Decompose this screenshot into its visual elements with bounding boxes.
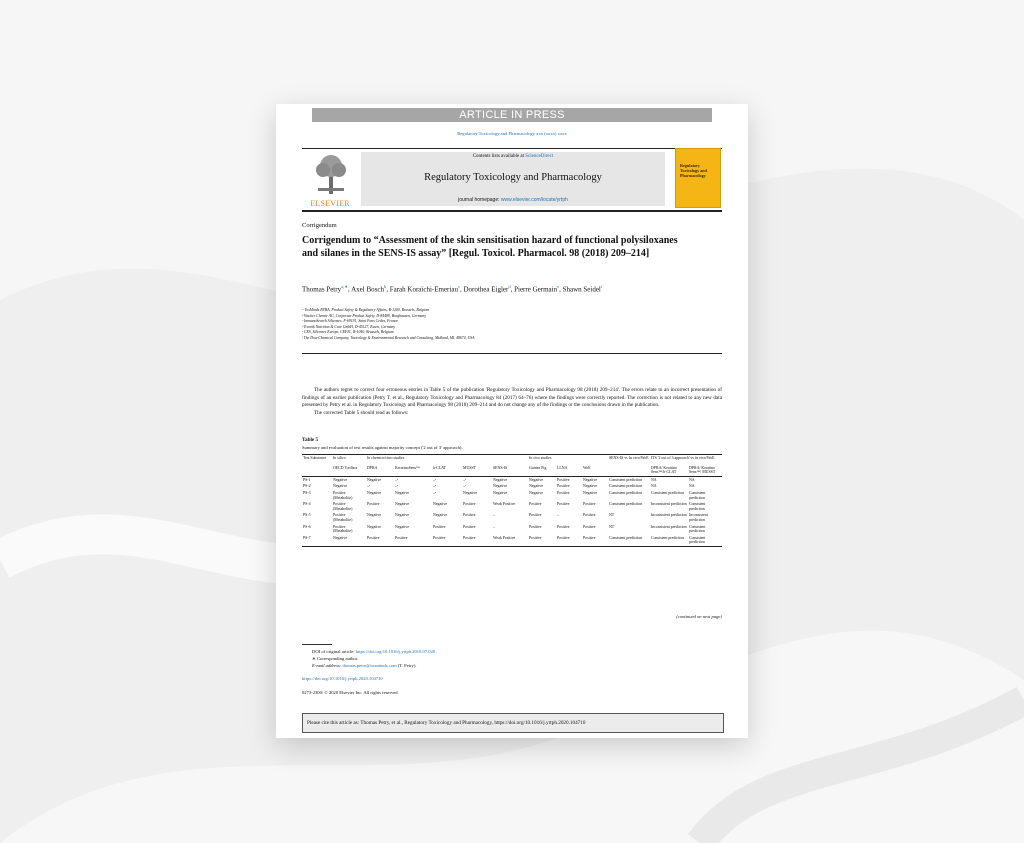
table-cell: Consistent prediction xyxy=(651,490,685,495)
table-cell: Positive xyxy=(556,535,582,547)
column-header xyxy=(302,462,332,477)
table-cell: Inconsistent prediction xyxy=(651,502,687,507)
article-in-press-banner: ARTICLE IN PRESS xyxy=(312,108,712,122)
footnotes: DOI of original article: https://doi.org/10.1016/j.yrtph.2018.07.020 ∗ Corresponding author. E-mail address: thomas.petry@toxminds.com (T. Petry). xyxy=(312,649,436,668)
table-cell: Positive (Metabolite) xyxy=(333,524,353,534)
table-cell: Negative xyxy=(367,524,382,529)
journal-homepage: journal homepage: www.elsevier.com/locate/yrtph xyxy=(458,197,568,203)
group-in-silico: In silico xyxy=(332,455,366,462)
table-cell: Inconsistent prediction xyxy=(651,524,687,529)
table-cell: PS-2 xyxy=(303,484,311,489)
table-cell: NT xyxy=(609,524,615,529)
author-affiliation-marker[interactable]: c xyxy=(457,284,460,289)
group-in-vivo: In vivo studies xyxy=(528,455,608,462)
table-row xyxy=(302,483,722,490)
sciencedirect-link[interactable]: ScienceDirect xyxy=(525,154,554,159)
affiliation: ᵈ Evonik Nutrition & Care GmbH, D-45127, Essen, Germany xyxy=(302,324,396,329)
table-cell: Negative xyxy=(332,535,366,547)
table-cell: Negative xyxy=(395,502,410,507)
table-cell: Consistent prediction xyxy=(689,490,706,500)
table-row xyxy=(302,490,722,501)
header-rule-bottom xyxy=(302,210,722,212)
publisher-name: ELSEVIER xyxy=(310,199,350,208)
table-cell: Positive xyxy=(529,513,542,518)
table-cell: Positive xyxy=(557,502,570,507)
article-section: Corrigendum xyxy=(302,222,337,229)
table-cell: Inconsistent prediction xyxy=(651,513,687,518)
table-cell: Negative xyxy=(395,524,410,529)
table-cell: NA xyxy=(689,484,695,489)
table-cell: Consistent prediction xyxy=(609,490,643,495)
column-header: Guinea Pig xyxy=(528,462,556,477)
table-cell: Positive xyxy=(557,484,570,489)
column-header: WoE xyxy=(582,462,608,477)
table-cell: Positive xyxy=(528,535,556,547)
article-page xyxy=(276,104,748,738)
table-cell: Positive xyxy=(582,535,608,547)
email-link[interactable]: thomas.petry@toxminds.com xyxy=(342,663,397,668)
table-cell: Negative xyxy=(493,484,508,489)
table-cell: Negative xyxy=(529,484,544,489)
affiliations xyxy=(302,308,722,342)
table-row xyxy=(302,512,722,523)
column-header: LLNA xyxy=(556,462,582,477)
body-paragraph: The authors regret to correct four erroneous entries in Table 5 of the publication 'Regulatory Toxicology and Pharmacology 98 (2018) 209–214'. The errors relate to an incorrect presentation of findings of an earlier publication (Petry T. et al., Regulatory Toxicology and Pharmacology 84 (2017) 64–76) where the findings were correctly reported. The correction is not related to any new data presented by Petry et al. in Regulatory Toxicology and Pharmacology 98 (2018) 209–214 and do not change any of the findings or the conclusions drawn in the publication. xyxy=(302,387,722,409)
table-cell: Negative xyxy=(333,477,348,482)
table-cell: Negative xyxy=(493,490,508,495)
table-cell: – xyxy=(493,513,495,518)
table-cell: Positive xyxy=(463,502,476,507)
cover-title: Regulatory Toxicology and Pharmacology xyxy=(680,163,707,178)
table-cell: Negative xyxy=(529,490,544,495)
journal-cover xyxy=(675,148,721,208)
elsevier-tree-icon xyxy=(314,154,348,194)
table-row xyxy=(302,476,722,483)
table-cell: PS-7 xyxy=(302,535,332,547)
table-cell: Positive xyxy=(463,524,476,529)
table-cell: Positive xyxy=(529,524,542,529)
table-cell: Negative xyxy=(583,484,598,489)
column-header: SENS-IS xyxy=(492,462,528,477)
author-list: Thomas Petry$^{a,∗}$, Axel Bosch$^b$, Farah Koraïchi-Emeriau$^c$, Dorothea Eigler$^d$, Pierre Germain$^e$, Shawn Seidel$^f$ xyxy=(302,284,603,294)
table-cell: Positive xyxy=(432,535,462,547)
table-cell: NT xyxy=(609,513,615,518)
column-header: OECD Toolbox xyxy=(332,462,366,477)
table-cell: Positive (Metabolite) xyxy=(333,490,353,500)
column-header: DPRA/ Keratino Sens™/h-CLAT xyxy=(650,462,688,477)
table-row xyxy=(302,501,722,512)
table-subtitle: Summary and evaluation of test results against majority concept ('2 out of 3' approach). xyxy=(302,445,463,450)
table-cell: Negative xyxy=(583,490,598,495)
article-body xyxy=(302,387,722,417)
table-cell: –ᵃ xyxy=(463,477,467,482)
affiliation: ᵃ ToxMinds BVBA, Product Safety & Regulatory Affairs, B-1200, Brussels, Belgium xyxy=(302,308,430,312)
copyright: 0273-2300/ © 2020 Elsevier Inc. All rights reserved. xyxy=(302,690,399,695)
journal-banner xyxy=(361,152,665,206)
author-affiliation-marker[interactable]: f xyxy=(600,284,603,289)
corresponding-author: ∗ Corresponding author. xyxy=(312,656,359,661)
table-cell: PS-1 xyxy=(303,477,311,482)
table-cell: Consistent prediction xyxy=(689,502,706,511)
table-cell: Negative xyxy=(367,477,382,482)
table-cell: Consistent prediction xyxy=(609,477,643,482)
column-header: DPRA xyxy=(366,462,394,477)
table-cell: Negative xyxy=(433,502,448,507)
body-paragraph: The corrected Table 5 should read as follows: xyxy=(314,409,409,416)
table-cell: Positive xyxy=(557,524,570,529)
contents-lists: Contents lists available at ScienceDirect xyxy=(472,154,554,159)
affiliation: ᶜ ImmunoSearch Silicones, F-69191, Saint Fons Cedex, France xyxy=(302,319,398,324)
table-cell: Negative xyxy=(367,513,382,518)
table-cell: Negative xyxy=(493,477,508,482)
journal-reference[interactable]: Regulatory Toxicology and Pharmacology xxx (xxxx) xxxx xyxy=(457,131,567,136)
table-cell: NA xyxy=(651,484,657,489)
table-cell: Positive xyxy=(367,502,380,507)
table-cell: –ᵃ xyxy=(433,484,437,489)
author-name[interactable]: Pierre Germain xyxy=(514,285,558,294)
table-cell: Positive (Metabolite) xyxy=(333,502,353,511)
group-sensis-vs-vivo: SENS-IS vs In vivo/WoE xyxy=(609,456,649,460)
column-header: h-CLAT xyxy=(432,462,462,477)
table-cell: Consistent prediction xyxy=(689,524,706,534)
header-rule-top xyxy=(302,148,722,149)
table-cell: Negative xyxy=(395,513,410,518)
journal-title: Regulatory Toxicology and Pharmacology xyxy=(424,172,602,183)
column-header: MUSST xyxy=(462,462,492,477)
table-cell: Positive xyxy=(529,502,542,507)
affiliation: ᵇ Wacker Chemie AG, Corporate Product Safety, D-84489, Burghausen, Germany xyxy=(302,313,427,318)
table-row xyxy=(302,535,722,547)
affiliation: ᶠ The Dow Chemical Company, Toxicology & Environmental Research and Consulting, Midland, MI, 48674, USA xyxy=(302,335,475,340)
column-header: KeratinoSens™ xyxy=(394,462,432,477)
table-cell: PS-4 xyxy=(303,502,311,507)
author-name[interactable]: Shawn Seidel xyxy=(562,285,601,294)
table-cell: Consistent prediction xyxy=(650,535,688,547)
table-cell: Consistent prediction xyxy=(609,502,643,507)
table-cell: Negative xyxy=(395,490,410,495)
table-cell: Positive xyxy=(366,535,394,547)
table-cell: Positive xyxy=(463,513,476,518)
table-group-header xyxy=(302,455,722,462)
table-cell: Negative xyxy=(367,490,382,495)
elsevier-logo xyxy=(302,154,358,208)
table-caption: Table 5 xyxy=(302,437,319,443)
table-column-header xyxy=(302,462,722,477)
author-name[interactable]: Axel Bosch xyxy=(351,285,384,294)
article-doi-link[interactable]: https://doi.org/10.1016/j.yrtph.2020.104710 xyxy=(302,676,383,681)
table-cell: Negative xyxy=(583,477,598,482)
table-cell: Consistent prediction xyxy=(688,535,722,547)
affiliations-rule xyxy=(302,353,722,354)
table-cell: – xyxy=(493,524,495,529)
table-cell: Consistent prediction xyxy=(608,535,650,547)
table-cell: Positive xyxy=(583,524,596,529)
table-cell: –ᵃ xyxy=(463,484,467,489)
article-title: Corrigendum to “Assessment of the skin sensitisation hazard of functional polysiloxanes and silanes in the SENS-IS assay” [Regul. Toxicol. Pharmacol. 98 (2018) 209–214] xyxy=(302,235,678,259)
table-cell: Positive xyxy=(583,513,596,518)
table-cell: Negative xyxy=(433,513,448,518)
column-header xyxy=(608,462,650,477)
table-cell: Negative xyxy=(529,477,544,482)
table-cell: PS-6 xyxy=(303,524,311,529)
table-cell: Negative xyxy=(463,490,478,495)
table-cell: – xyxy=(557,513,559,518)
table-cell: Positive xyxy=(394,535,432,547)
author-affiliation-marker[interactable]: b xyxy=(383,284,387,289)
table-cell: Positive xyxy=(557,477,570,482)
table-cell: –ᵃ xyxy=(395,484,399,489)
table-cell: Weak Positive xyxy=(493,502,516,507)
citation-box: Please cite this article as: Thomas Petry, et al., Regulatory Toxicology and Pharmacology, https://doi.org/10.1016/j.yrtph.2020.104710 xyxy=(302,713,724,733)
author-name[interactable]: Dorothea Eigler xyxy=(463,285,509,294)
column-header: DPRA/ Keratino Sens™/ MUSST xyxy=(688,462,722,477)
table-cell: NA xyxy=(651,477,657,482)
group-its: ITS '2 out of 3 approach' vs in vivo/WoE xyxy=(650,455,722,462)
table-cell: Positive xyxy=(433,524,446,529)
table-cell: NA xyxy=(689,477,695,482)
original-doi-link[interactable]: https://doi.org/10.1016/j.yrtph.2018.07.020 xyxy=(355,649,436,654)
table-cell: Negative xyxy=(333,484,348,489)
author-affiliation-marker[interactable]: d xyxy=(508,284,511,289)
table-cell: Weak Positive xyxy=(492,535,528,547)
table-cell: Positive (Metabolite) xyxy=(333,513,353,522)
author-name[interactable]: Farah Koraïchi-Emeriau xyxy=(389,285,458,294)
table-cell: Positive xyxy=(462,535,492,547)
group-test-substance: Test Substance xyxy=(302,455,332,462)
affiliation: ᵉ CES, Silicones Europe, CEFIC, B-1040, Brussels, Belgium xyxy=(302,330,394,335)
table-cell: Consistent prediction xyxy=(609,484,643,489)
author-name[interactable]: Thomas Petry xyxy=(302,285,342,294)
continued-note: (continued on next page) xyxy=(676,614,722,619)
table-cell: Positive xyxy=(557,490,570,495)
table-cell: –ᵃ xyxy=(367,484,371,489)
author-affiliation-marker[interactable]: e xyxy=(557,284,560,289)
table-cell: –ᵃ xyxy=(433,490,437,495)
footnote-rule xyxy=(302,644,332,645)
table-cell: Inconsistent prediction xyxy=(689,513,708,522)
homepage-link[interactable]: www.elsevier.com/locate/yrtph xyxy=(500,197,568,203)
table-cell: Positive xyxy=(583,502,596,507)
table-cell: PS-5 xyxy=(303,513,311,518)
table-cell: –ᵃ xyxy=(433,477,437,482)
author-affiliation-marker[interactable]: a,∗ xyxy=(341,284,348,289)
table-cell: PS-3 xyxy=(303,490,311,495)
table-row xyxy=(302,524,722,535)
results-table xyxy=(302,454,722,547)
group-in-chemico: In chemico/vitro studies xyxy=(366,455,528,462)
table-cell: –ᵃ xyxy=(395,477,399,482)
